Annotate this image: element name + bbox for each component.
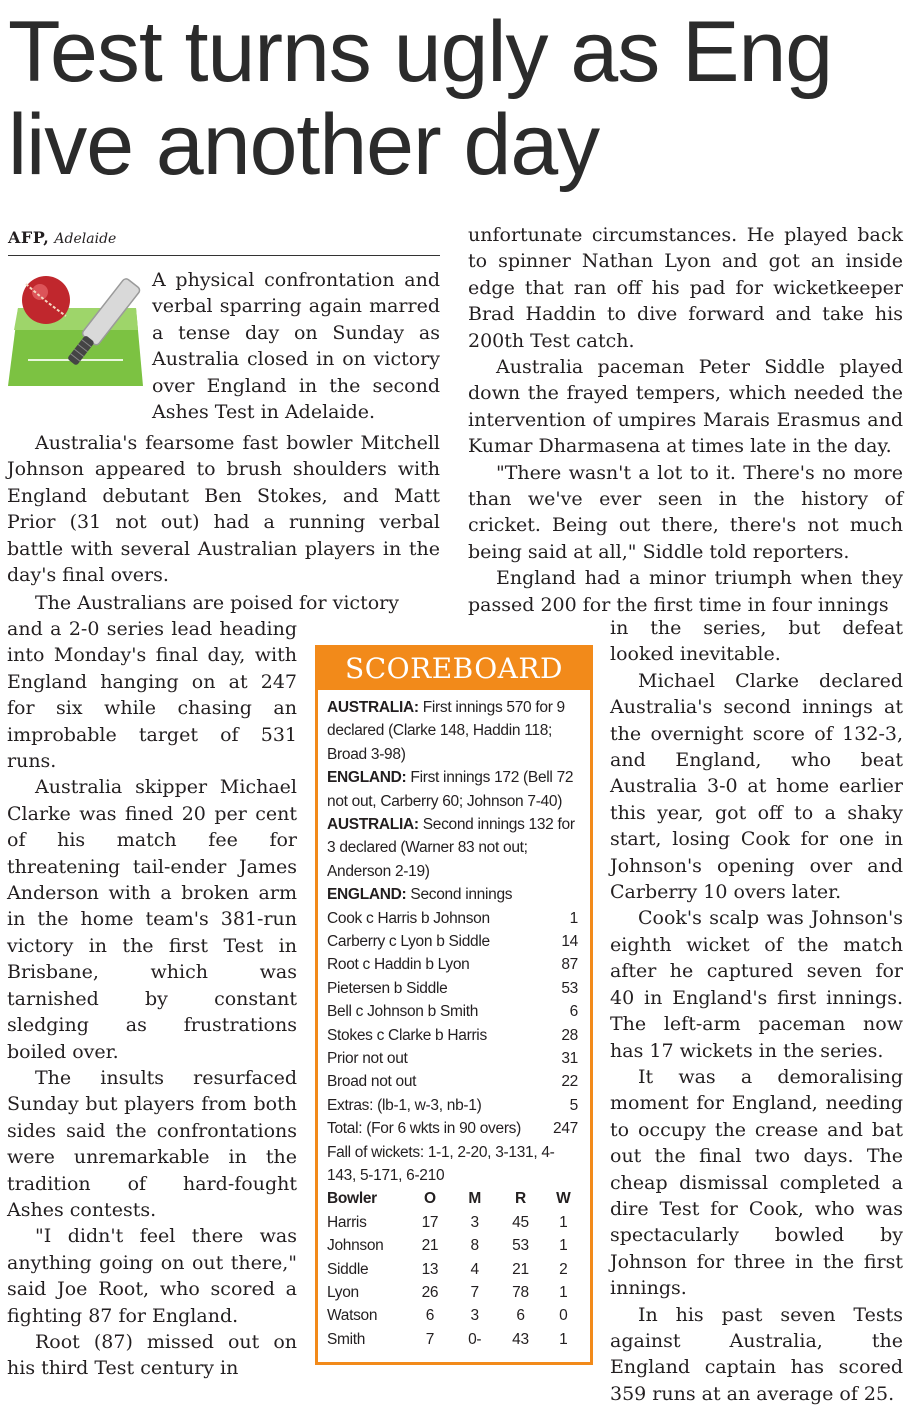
header-bowler: Bowler xyxy=(327,1190,377,1208)
runs: 14 xyxy=(561,933,578,951)
overs: 26 xyxy=(421,1283,439,1301)
bowling-row xyxy=(327,1281,583,1304)
paragraph: The Australians are poised for victory xyxy=(35,592,399,614)
wickets: 0 xyxy=(559,1307,568,1325)
extras-row xyxy=(327,1094,583,1117)
article-column-1-narrow xyxy=(7,616,297,1382)
england-first-innings xyxy=(327,766,583,813)
team-label: AUSTRALIA: xyxy=(327,816,419,834)
runs: 6 xyxy=(516,1307,525,1325)
batting-row xyxy=(327,1000,583,1023)
batting-row xyxy=(327,1070,583,1093)
article-intro xyxy=(152,267,440,425)
byline xyxy=(8,228,116,247)
batting-row xyxy=(327,953,583,976)
overs: 7 xyxy=(425,1330,435,1348)
australia-second-innings xyxy=(327,813,583,883)
scoreboard-box xyxy=(315,645,593,1365)
runs: 53 xyxy=(561,979,578,997)
bowling-header-row xyxy=(327,1187,583,1210)
article-column-1-mid xyxy=(7,590,440,616)
wickets: 2 xyxy=(559,1260,568,1278)
runs: 247 xyxy=(553,1120,578,1138)
maidens: 3 xyxy=(470,1213,479,1231)
runs: 5 xyxy=(569,1096,578,1114)
fall-of-wickets: Fall of wickets: 1-1, 2-20, 3-131, 4-143, 5-171, 6-210 xyxy=(327,1143,555,1184)
paragraph: "There wasn't a lot to it. There's no more than we've ever seen in the history of cricket. Being out there, there's not much being said at all," Siddle told reporters. xyxy=(468,461,903,563)
maidens: 4 xyxy=(470,1260,479,1278)
overs: 21 xyxy=(421,1237,439,1255)
maidens: 7 xyxy=(470,1283,479,1301)
runs: 31 xyxy=(561,1050,578,1067)
paragraph: A physical confrontation and verbal sparring again marred a tense day on Sunday as Australia closed in on victory over England in the second Ashes Test in Adelaide. xyxy=(152,269,440,424)
header-runs: R xyxy=(515,1190,526,1208)
paragraph: It was a demoralising moment for England, needing to occupy the crease and bat out the final two days. The cheap dismissal completed a dire Test for Cook, who was spectacularly bowled by Johnson for three in the first innings. xyxy=(610,1065,903,1300)
bowler: Siddle xyxy=(327,1260,369,1278)
overs: 6 xyxy=(425,1307,435,1325)
bowling-row xyxy=(327,1328,583,1351)
australia-first-innings xyxy=(327,696,583,766)
paragraph: and a 2-0 series lead heading into Monday's final day, with England hanging on at 247 for six while chasing an improbable target of 531 runs. xyxy=(7,618,297,773)
headline-line-2: live another day xyxy=(8,97,600,193)
runs: 6 xyxy=(569,1003,578,1021)
batsman: Pietersen b Siddle xyxy=(327,979,448,997)
byline-divider xyxy=(8,255,440,256)
team-label: ENGLAND: xyxy=(327,769,407,787)
scoreboard-title: SCOREBOARD xyxy=(318,648,590,690)
paragraph: in the series, but defeat looked inevitable. xyxy=(610,617,903,666)
article-column-2-top xyxy=(468,222,903,618)
bowler: Smith xyxy=(327,1330,366,1348)
runs: 28 xyxy=(561,1026,578,1044)
batsman: Bell c Johnson b Smith xyxy=(327,1003,479,1021)
paragraph: "I didn't feel there was anything going on out there," said Joe Root, who scored a fighting 87 for England. xyxy=(7,1225,297,1327)
extras-label: Extras: (lb-1, w-3, nb-1) xyxy=(327,1096,482,1114)
runs: 53 xyxy=(512,1237,529,1255)
bowler: Lyon xyxy=(327,1283,359,1301)
paragraph: Australia skipper Michael Clarke was fined 20 per cent of his match fee for threatening tail-ender James Anderson with a broken arm in the home team's 381-run victory in the first Test in Brisbane, which was tarnished by constant sledging as frustrations boiled over. xyxy=(7,776,297,1063)
cricket-ball-bat-icon xyxy=(8,268,143,393)
paragraph: The insults resurfaced Sunday but players from both sides said the confrontations were unremarkable in the tradition of hard-fought Ashes contests. xyxy=(7,1066,297,1221)
england-second-innings xyxy=(327,883,583,906)
runs: 21 xyxy=(512,1260,529,1278)
overs: 13 xyxy=(421,1260,439,1278)
innings-summary: First innings 172 (Bell 72 not out, Carberry 60; Johnson 7-40) xyxy=(327,769,574,810)
maidens: 0- xyxy=(468,1330,482,1348)
overs: 17 xyxy=(421,1213,439,1231)
wickets: 1 xyxy=(559,1330,568,1348)
innings-summary: Second innings xyxy=(410,886,513,904)
runs: 22 xyxy=(561,1073,578,1091)
runs: 1 xyxy=(569,909,578,927)
paragraph: unfortunate circumstances. He played back to spinner Nathan Lyon and got an inside edge that ran off his pad for wicketkeeper Brad Haddin to dive forward and take his 200th Test catch. xyxy=(468,224,903,352)
batsman: Prior not out xyxy=(327,1050,408,1067)
runs: 87 xyxy=(561,956,578,974)
bowler: Watson xyxy=(327,1307,378,1325)
wickets: 1 xyxy=(559,1283,568,1301)
paragraph: Australia's fearsome fast bowler Mitchell Johnson appeared to brush shoulders with England debutant Ben Stokes, and Matt Prior (31 not out) had a running verbal battle with several Australian players in the day's final overs. xyxy=(7,432,440,587)
innings-summary: Second innings 132 for 3 declared (Warner 83 not out; Anderson 2-19) xyxy=(327,816,575,880)
paragraph: Root (87) missed out on his third Test century in xyxy=(7,1330,297,1380)
header-wickets: W xyxy=(556,1190,571,1208)
runs: 78 xyxy=(512,1283,529,1301)
team-label: AUSTRALIA: xyxy=(327,699,419,716)
bowling-table xyxy=(327,1187,583,1351)
headline xyxy=(8,6,903,192)
bowling-row xyxy=(327,1304,583,1327)
batting-row xyxy=(327,907,583,930)
total-label: Total: (For 6 wkts in 90 overs) xyxy=(327,1120,521,1138)
article-column-1-top xyxy=(7,430,440,588)
runs: 43 xyxy=(512,1330,529,1348)
paragraph: Cook's scalp was Johnson's eighth wicket of the match after he captured seven for 40 in England's first innings. The left-arm paceman now has 17 wickets in the series. xyxy=(610,907,903,1062)
bowler: Harris xyxy=(327,1213,367,1231)
maidens: 3 xyxy=(470,1307,479,1325)
scoreboard-body xyxy=(318,690,590,1351)
batting-row xyxy=(327,1047,583,1070)
batsman: Cook c Harris b Johnson xyxy=(327,909,490,927)
batting-row xyxy=(327,1024,583,1047)
batting-table xyxy=(327,907,583,1141)
maidens: 8 xyxy=(470,1237,479,1255)
total-row xyxy=(327,1117,583,1140)
wickets: 1 xyxy=(559,1237,568,1255)
wickets: 1 xyxy=(559,1213,568,1231)
article-column-2-narrow xyxy=(610,615,903,1407)
byline-city: Adelaide xyxy=(54,231,117,247)
batsman: Broad not out xyxy=(327,1073,417,1091)
batsman: Carberry c Lyon b Siddle xyxy=(327,933,490,951)
batting-row xyxy=(327,977,583,1000)
bowling-row xyxy=(327,1211,583,1234)
paragraph: Michael Clarke declared Australia's second innings at the overnight score of 132-3, and England, who beat Australia 3-0 at home earlier this year, got off to a shaky start, losing Cook for one in Johnson's opening over and Carberry 10 overs later. xyxy=(610,669,903,904)
innings-summary: First innings 570 for 9 declared (Clarke 148, Haddin 118; Broad 3-98) xyxy=(327,699,565,763)
header-overs: O xyxy=(424,1190,436,1208)
header-maidens: M xyxy=(468,1190,481,1208)
bowling-row xyxy=(327,1234,583,1257)
byline-agency: AFP, xyxy=(8,228,50,247)
team-label: ENGLAND: xyxy=(327,886,407,904)
headline-line-1: Test turns ugly as Eng xyxy=(8,4,833,100)
bowling-row xyxy=(327,1258,583,1281)
batsman: Stokes c Clarke b Harris xyxy=(327,1026,487,1044)
batting-row xyxy=(327,930,583,953)
runs: 45 xyxy=(512,1213,529,1231)
batsman: Root c Haddin b Lyon xyxy=(327,956,470,974)
paragraph: England had a minor triumph when they passed 200 for the first time in four innings xyxy=(468,567,903,616)
paragraph: In his past seven Tests against Australia, the England captain has scored 359 runs at an average of 25. xyxy=(610,1303,903,1405)
paragraph: Australia paceman Peter Siddle played down the frayed tempers, which needed the intervention of umpires Marais Erasmus and Kumar Dharmasena at times late in the day. xyxy=(468,356,903,458)
bowler: Johnson xyxy=(327,1237,384,1255)
